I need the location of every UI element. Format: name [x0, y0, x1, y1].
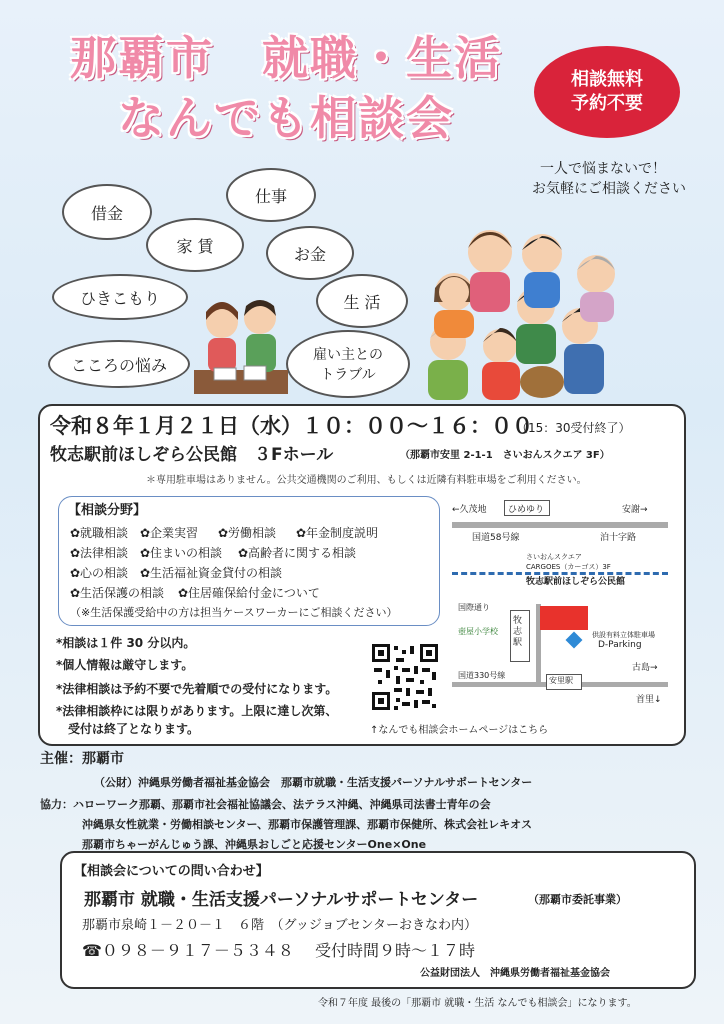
- contact-address: 那覇市泉崎１－２０－１ ６階 （グッジョブセンターおきなわ内）: [82, 918, 477, 933]
- note-item: *個人情報は厳守します。: [56, 658, 194, 672]
- map-label: 安謝→: [622, 505, 648, 515]
- event-date-note: （15：30受付終了）: [516, 421, 631, 435]
- event-venue-address: （那覇市安里 2-1-1 さいおんスクエア 3F）: [400, 450, 610, 461]
- cloud-work: 仕事: [226, 168, 316, 222]
- note-item: *法律相談は予約不要で先着順での受付になります。: [56, 682, 338, 696]
- map-parking-marker: [566, 632, 583, 649]
- map-label: D-Parking: [598, 640, 642, 650]
- cloud-employer-line-1: 雇い主との: [313, 347, 383, 363]
- field-item: ✿年金制度説明: [296, 526, 379, 540]
- map-label: 安里駅: [549, 676, 573, 685]
- lead-line-2: お気軽にご相談ください: [532, 181, 686, 197]
- cloud-life: 生 活: [316, 274, 408, 328]
- cloud-employer: [286, 330, 410, 398]
- event-date: 令和８年１月２１日（水）１０：００～１６：００: [50, 414, 533, 438]
- lead-line-1: 一人で悩まないで！: [540, 161, 666, 177]
- cloud-mind: こころの悩み: [48, 340, 190, 388]
- map-label: 首里↓: [636, 695, 662, 705]
- title-line-2: なんでも相談会: [118, 91, 454, 145]
- map-label: さいおんスクエア: [526, 553, 582, 561]
- qr-caption: ↑なんでも相談会ホームページはこちら: [370, 725, 549, 736]
- map-label: ひめゆり: [508, 505, 545, 515]
- field-item: ✿高齢者に関する相談: [238, 546, 357, 560]
- fields-heading: 【相談分野】: [68, 503, 147, 518]
- contact-org: 那覇市 就職・生活支援パーソナルサポートセンター: [84, 890, 479, 910]
- map-label: ←久茂地: [452, 505, 487, 515]
- free-badge: [534, 46, 680, 138]
- access-map: [452, 494, 668, 714]
- cooperators-line-1: 協力：ハローワーク那覇、那覇市社会福祉協議会、法テラス沖縄、沖縄県司法書士青年の会: [40, 798, 491, 811]
- field-item: ✿住居確保給付金について: [178, 586, 320, 600]
- map-label: CARGOES（カーゴス）3F: [526, 563, 611, 571]
- map-venue-marker: [540, 606, 588, 630]
- field-item: ✿心の相談: [70, 566, 129, 580]
- note-item: *法律相談枠には限りがあります。上限に達し次第、: [56, 704, 338, 718]
- map-label: 国際通り: [458, 603, 490, 612]
- map-label: 国道330号線: [458, 671, 506, 680]
- footnote: 令和７年度 最後の「那覇市 就職・生活 なんでも相談会」になります。: [318, 998, 637, 1009]
- contact-phone[interactable]: ☎０９８－９１７－５３４８ 受付時間９時～１７時: [82, 941, 476, 960]
- contact-org-note: （那覇市委託事業）: [528, 893, 627, 906]
- cloud-money: お金: [266, 226, 354, 280]
- host-sub: （公財）沖縄県労働者福祉基金協会 那覇市就職・生活支援パーソナルサポートセンター: [94, 776, 533, 789]
- cloud-withdrawal: ひきこもり: [52, 274, 188, 320]
- event-venue: 牧志駅前ほしぞら公民館 ３Fホール: [50, 445, 334, 465]
- host: 主催：那覇市: [40, 751, 124, 767]
- field-item: ✿住まいの相談: [140, 546, 223, 560]
- map-label: 泊十字路: [600, 533, 637, 543]
- qr-code[interactable]: [370, 642, 440, 712]
- contact-footer-org: 公益財団法人 沖縄県労働者福祉基金協会: [420, 968, 610, 979]
- field-item: ✿生活保護の相談: [70, 586, 165, 600]
- map-label: 国道58号線: [472, 533, 520, 543]
- cloud-employer-line-2: トラブル: [320, 367, 376, 383]
- parking-note: ＊専用駐車場はありません。公共交通機関のご利用、もしくは近隣有料駐車場をご利用ください。: [146, 475, 587, 486]
- badge-line-2: 予約不要: [571, 93, 643, 114]
- field-item: ✿労働相談: [218, 526, 277, 540]
- map-label: 供設有料立体駐車場: [592, 631, 655, 639]
- worried-couple-illustration: [186, 290, 296, 400]
- contact-heading: 【相談会についての問い合わせ】: [74, 864, 269, 879]
- map-route-58: [452, 522, 668, 528]
- map-label: 牧志駅前ほしぞら公民館: [526, 577, 626, 587]
- field-item: ✿企業実習: [140, 526, 199, 540]
- family-group-illustration: [404, 222, 640, 400]
- cooperators-line-2: 沖縄県女性就業・労働相談センター、那覇市保護管理課、那覇市保健所、株式会社レキオス: [82, 818, 533, 831]
- map-label: 古島→: [632, 663, 658, 673]
- field-item: ✿就職相談: [70, 526, 129, 540]
- note-item: 受付は終了となります。: [56, 722, 200, 736]
- cloud-rent: 家 賃: [146, 218, 244, 272]
- fields-note: （※生活保護受給中の方は担当ケースワーカーにご相談ください）: [70, 606, 398, 619]
- field-item: ✿法律相談: [70, 546, 129, 560]
- field-item: ✿生活福祉資金貸付の相談: [140, 566, 283, 580]
- map-label: 壺屋小学校: [458, 627, 498, 636]
- cooperators-line-3: 那覇市ちゃーがんじゅう課、沖縄県おしごと応援センターOne×One: [82, 838, 427, 851]
- note-item: *相談は１件 30 分以内。: [56, 636, 196, 650]
- badge-line-1: 相談無料: [571, 68, 643, 90]
- map-label: 牧志駅: [513, 616, 523, 648]
- cloud-debt: 借金: [62, 184, 152, 240]
- title-line-1: 那覇市 就職・生活: [70, 31, 502, 85]
